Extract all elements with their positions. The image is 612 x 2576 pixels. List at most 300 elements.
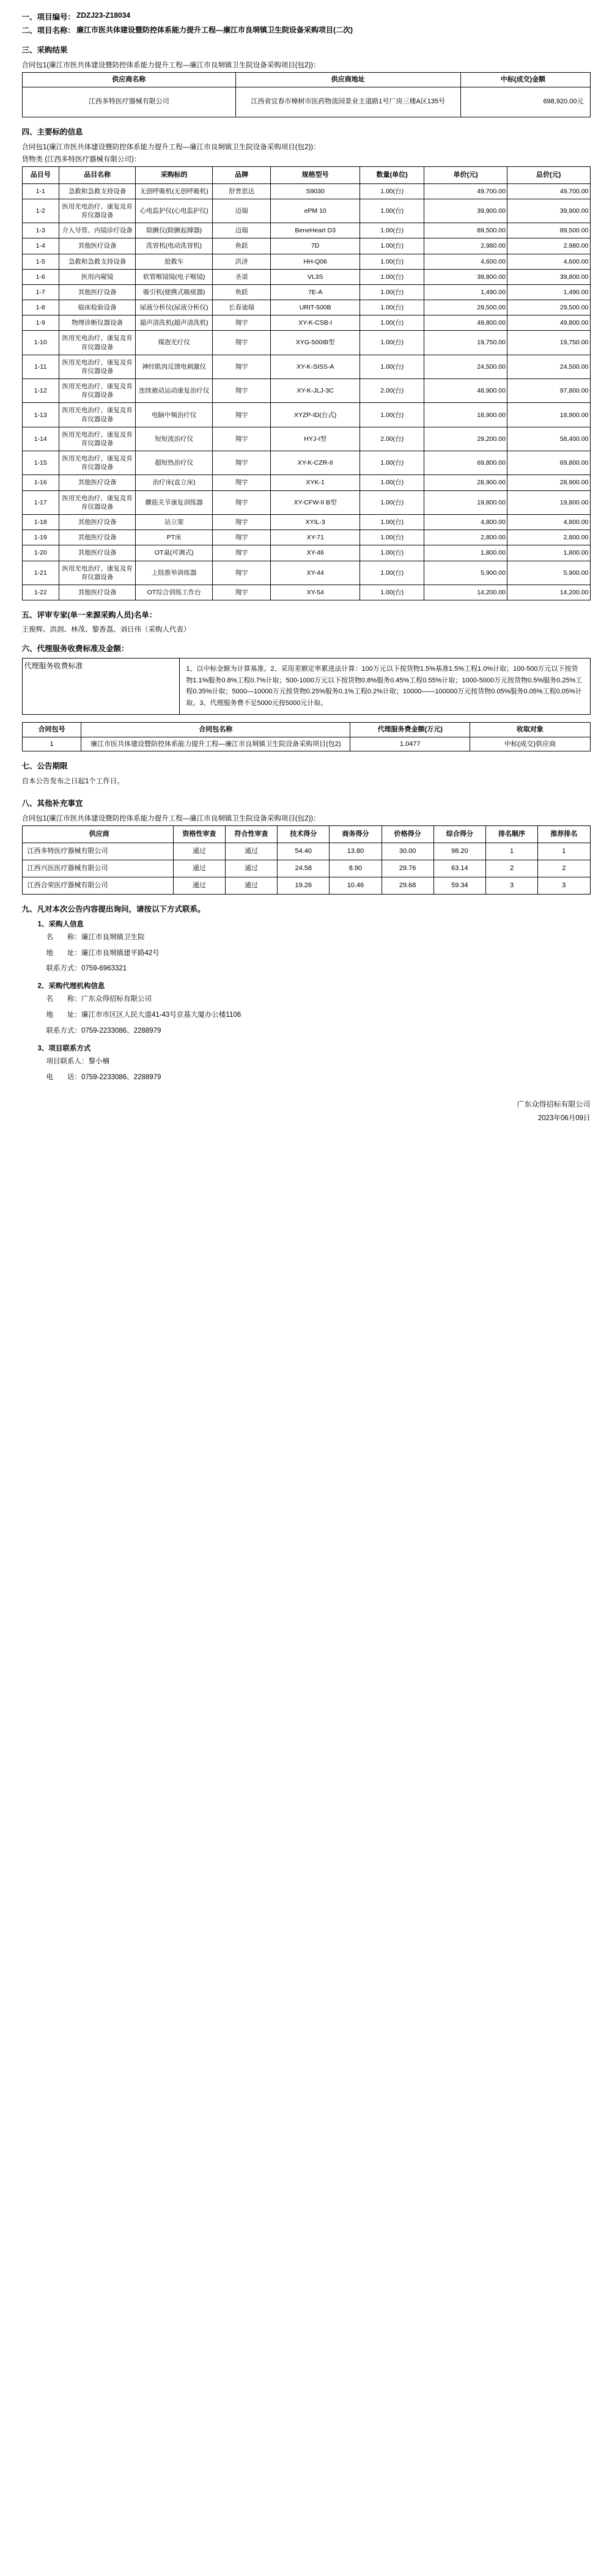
col-purchase-target: 采购标的 (136, 166, 213, 183)
cell-qty: 1.00(台) (359, 545, 424, 561)
cell-brand: 翔宇 (212, 545, 270, 561)
contact-purchaser-name: 名 称：廉江市良垌镇卫生院 (46, 933, 145, 941)
section-procurement-result-title: 三、采购结果 (21, 46, 68, 54)
project-number-label: 一、项目编号： (21, 13, 76, 21)
cell-price: 49,700.00 (424, 183, 507, 199)
cell-price: 89,500.00 (424, 223, 507, 238)
cell-brand: 迈瑞 (212, 223, 270, 238)
cell-qty: 1.00(台) (359, 490, 424, 514)
cell-model: XY-K-CZR-II (271, 451, 360, 475)
main-items-table (22, 166, 591, 600)
col-item-category: 品目名称 (59, 166, 136, 183)
cell-price: 4,800.00 (424, 514, 507, 530)
cell-item-no: 1-17 (22, 490, 59, 514)
cell-total: 1,800.00 (507, 545, 590, 561)
cell-category: 其他医疗设备 (59, 585, 136, 600)
cell-recommend-rank: 1 (538, 843, 590, 860)
col-total-score: 综合得分 (433, 826, 485, 843)
supplier-address-cell: 江西省宜春市樟树市医药物流园景业主道路1号厂房三楼A区135号 (235, 87, 460, 117)
cell-model: HH-Q06 (271, 254, 360, 269)
table-row (22, 87, 590, 117)
cell-price: 49,800.00 (424, 316, 507, 331)
cell-total: 58,400.00 (507, 427, 590, 451)
project-name-row (22, 24, 591, 35)
cell-price: 1,490.00 (424, 284, 507, 300)
col-model: 规格型号 (271, 166, 360, 183)
cell-total: 18,900.00 (507, 403, 590, 427)
cell-tech-score: 54.40 (278, 843, 330, 860)
package-line-items: 合同包1(廉江市医共体建设暨防控体系能力提升工程—廉江市良垌镇卫生院设备采购项目(包2))： (21, 143, 320, 151)
cell-brand: 舒普思达 (212, 183, 270, 199)
cell-target: 上肢推举训练器 (136, 561, 213, 585)
cell-qty: 1.00(台) (359, 223, 424, 238)
col-recommend-rank: 推荐排名 (538, 826, 590, 843)
cell-total: 49,700.00 (507, 183, 590, 199)
cell-target: 心电监护仪(心电监护仪) (136, 199, 213, 223)
cell-price: 39,900.00 (424, 199, 507, 223)
col-price-score: 价格得分 (382, 826, 433, 843)
package-line-other: 合同包1(廉江市医共体建设暨防控体系能力提升工程—廉江市良垌镇卫生院设备采购项目(包2))： (21, 815, 320, 823)
cell-category: 临床检验设备 (59, 300, 136, 316)
project-name-value: 廉江市医共体建设暨防控体系能力提升工程—廉江市良垌镇卫生院设备采购项目(二次) (76, 26, 353, 34)
cell-compliance: 通过 (225, 877, 277, 894)
section-contact-title: 九、凡对本次公告内容提出询问，请按以下方式联系。 (21, 904, 205, 913)
cell-total: 89,500.00 (507, 223, 590, 238)
table-row (22, 561, 590, 585)
cell-total-score: 63.14 (433, 860, 485, 877)
cell-price: 29,200.00 (424, 427, 507, 451)
cell-brand: 翔宇 (212, 403, 270, 427)
cell-category: 其他医疗设备 (59, 514, 136, 530)
cell-model: XY-K-SISS-A (271, 355, 360, 378)
col-package-name: 合同包名称 (81, 722, 350, 737)
cell-target: PT床 (136, 530, 213, 545)
contact-purchaser-address: 地 址：廉江市良垌镇建平路42号 (46, 949, 160, 957)
cell-total: 14,200.00 (507, 585, 590, 600)
table-row (22, 300, 590, 316)
announcement-period-value: 自本公告发布之日起1个工作日。 (21, 778, 124, 786)
agency-fee-text: 1、以中标金额为计算基准。2、采用差额定率累进法计算：100万元以下按货物1.5%基准1.5%工程1.0%计取；100-500万元以下按货物1.1%服务0.8%工程0.7%计取；500-1000万元以下按货物0.8%服务0.45%工程0.55%计取；1000-5000万元按货物0.5%服务0.25%工程0.35%计取；5000—10000万元按货物0.25%服务0.1%工程0.2%计取；10000——100000万元按货物0.05%服务0.05%工程0.05%计取。3、代理服务费不足5000元按5000元计取。 (180, 659, 590, 715)
cell-brand: 翔宇 (212, 331, 270, 355)
signature-date: 2023年06月09日 (537, 1115, 591, 1123)
contact-block-agency (22, 981, 591, 1038)
cell-brand: 洪济 (212, 254, 270, 269)
project-name-label: 二、项目名称： (21, 26, 76, 35)
section-main-items-title: 四、主要标的信息 (21, 127, 83, 136)
cell-total: 2,800.00 (507, 530, 590, 545)
cell-compliance: 通过 (225, 860, 277, 877)
cell-recommend-rank: 2 (538, 860, 590, 877)
table-row (22, 545, 590, 561)
project-number-value: ZDZJ23-Z18034 (76, 11, 131, 20)
cell-brand: 翔宇 (212, 475, 270, 490)
cell-brand: 翔宇 (212, 355, 270, 378)
cell-model: 7E-A (271, 284, 360, 300)
cell-supplier-name: 江西兴医医疗器械有限公司 (22, 860, 173, 877)
cell-item-no: 1-19 (22, 530, 59, 545)
col-total-price: 总价(元) (507, 166, 590, 183)
supplier-table-header-row (22, 73, 590, 87)
supplier-amount-cell: 698,920.00元 (460, 87, 590, 117)
cell-target: 髁筋关节康复训练器 (136, 490, 213, 514)
cell-price: 18,900.00 (424, 403, 507, 427)
cell-target: 神经肌肉反馈电刺激仪 (136, 355, 213, 378)
table-row (22, 284, 590, 300)
supplier-amount-header: 中标(成交)金额 (460, 73, 590, 87)
table-row (22, 659, 590, 715)
cell-total: 39,800.00 (507, 269, 590, 284)
supplier-name-header: 供应商名称 (22, 73, 235, 87)
contact-purchaser-phone: 联系方式：0759-6963321 (46, 965, 127, 973)
cell-rank-order: 1 (485, 843, 537, 860)
contact-project-person: 项目联系人：黎小楠 (46, 1057, 109, 1065)
cell-qty: 1.00(台) (359, 530, 424, 545)
cell-brand: 翔宇 (212, 530, 270, 545)
table-row (22, 585, 590, 600)
cell-qty: 1.00(台) (359, 475, 424, 490)
cell-category: 医用光电治疗、康复及育育仪器设备 (59, 331, 136, 355)
cell-price: 4,600.00 (424, 254, 507, 269)
cell-supplier-name: 江西合荣医疗器械有限公司 (22, 877, 173, 894)
evaluation-rank-table (22, 825, 591, 894)
table-row (22, 183, 590, 199)
cell-target: 抢救车 (136, 254, 213, 269)
supplier-address-header: 供应商地址 (235, 73, 460, 87)
cell-total: 4,800.00 (507, 514, 590, 530)
cell-biz-score: 13.80 (330, 843, 382, 860)
cell-item-no: 1-21 (22, 561, 59, 585)
cell-total: 4,600.00 (507, 254, 590, 269)
cell-brand: 翔宇 (212, 490, 270, 514)
cell-category: 急救和急救支持设备 (59, 183, 136, 199)
cell-model: ePM 10 (271, 199, 360, 223)
cell-brand: 圣诺 (212, 269, 270, 284)
cell-recommend-rank: 3 (538, 877, 590, 894)
cell-brand: 翔宇 (212, 427, 270, 451)
table-row (22, 427, 590, 451)
contact-project-title: 3、项目联系方式 (37, 1044, 91, 1052)
cell-item-no: 1-7 (22, 284, 59, 300)
col-fee-payer: 收取对象 (470, 722, 590, 737)
cell-target: 尿液分析仪(尿液分析仪) (136, 300, 213, 316)
cell-item-no: 1-2 (22, 199, 59, 223)
cell-total: 28,900.00 (507, 475, 590, 490)
cell-item-no: 1-16 (22, 475, 59, 490)
cell-qty: 1.00(台) (359, 403, 424, 427)
cell-item-no: 1-11 (22, 355, 59, 378)
document-page (0, 0, 612, 1123)
cell-price: 48,900.00 (424, 379, 507, 403)
cell-total: 29,500.00 (507, 300, 590, 316)
table-row (22, 403, 590, 427)
cell-model: XY-54 (271, 585, 360, 600)
table-row (22, 331, 590, 355)
cell-target: 连续被动运动康复治疗仪 (136, 379, 213, 403)
contact-block-project (22, 1043, 591, 1085)
col-brand: 品牌 (212, 166, 270, 183)
cell-target: 洗胃机(电动洗胃机) (136, 238, 213, 254)
table-row (22, 843, 590, 860)
cell-total: 19,750.00 (507, 331, 590, 355)
cell-tech-score: 24.58 (278, 860, 330, 877)
table-row (22, 475, 590, 490)
col-compliance-review: 符合性审查 (225, 826, 277, 843)
cell-brand: 翔宇 (212, 561, 270, 585)
goods-supplier-line: 货物类 (江西多特医疗器械有限公司)： (21, 155, 141, 163)
cell-model: BeneHeart D3 (271, 223, 360, 238)
cell-item-no: 1-13 (22, 403, 59, 427)
cell-category: 医用光电治疗、康复及育育仪器设备 (59, 451, 136, 475)
cell-total: 97,800.00 (507, 379, 590, 403)
col-item-no: 品目号 (22, 166, 59, 183)
cell-package-name: 廉江市医共体建设暨防控体系能力提升工程—廉江市良垌镇卫生院设备采购项目(包2) (81, 737, 350, 751)
cell-brand: 鱼跃 (212, 284, 270, 300)
cell-item-no: 1-6 (22, 269, 59, 284)
cell-target: 吸引机(便携式吸痰器) (136, 284, 213, 300)
cell-qty: 1.00(台) (359, 585, 424, 600)
table-row (22, 490, 590, 514)
cell-target: 治疗床(直立床) (136, 475, 213, 490)
cell-item-no: 1-20 (22, 545, 59, 561)
cell-item-no: 1-1 (22, 183, 59, 199)
cell-category: 其他医疗设备 (59, 545, 136, 561)
cell-category: 医用内窥镜 (59, 269, 136, 284)
main-table-header-row (22, 166, 590, 183)
table-row (22, 238, 590, 254)
cell-model: XY-CFW-II B型 (271, 490, 360, 514)
cell-price: 19,800.00 (424, 490, 507, 514)
cell-brand: 翔宇 (212, 379, 270, 403)
cell-total: 24,500.00 (507, 355, 590, 378)
cell-item-no: 1-14 (22, 427, 59, 451)
cell-total: 5,900.00 (507, 561, 590, 585)
table-row (22, 254, 590, 269)
experts-value: 王俊辉、洪润、林茂、黎香荔、刘日伟（采购人代表） (21, 626, 191, 634)
cell-model: 7D (271, 238, 360, 254)
cell-target: 除颤仪(除颤起搏器) (136, 223, 213, 238)
cell-category: 医用光电治疗、康复及育育仪器设备 (59, 199, 136, 223)
document-body (22, 0, 591, 1123)
cell-target: 软管喉镜镜(电子喉镜) (136, 269, 213, 284)
cell-brand: 长春迪瑞 (212, 300, 270, 316)
cell-item-no: 1-3 (22, 223, 59, 238)
cell-price: 69,800.00 (424, 451, 507, 475)
cell-model: XYK-1 (271, 475, 360, 490)
agency-fee-amount-table (22, 722, 591, 752)
supplier-name-cell: 江西多特医疗器械有限公司 (22, 87, 235, 117)
cell-model: XYZP-ID(台式) (271, 403, 360, 427)
table-row (22, 860, 590, 877)
cell-price-score: 30.00 (382, 843, 433, 860)
cell-price: 1,800.00 (424, 545, 507, 561)
cell-price-score: 29.76 (382, 860, 433, 877)
table-row (22, 355, 590, 378)
cell-total: 69,800.00 (507, 451, 590, 475)
cell-brand: 翔宇 (212, 514, 270, 530)
contact-agency-address: 地 址：廉江市市区区人民大道41-43号京基大厦办公楼1106 (46, 1011, 241, 1019)
cell-qualification: 通过 (173, 877, 225, 894)
cell-rank-order: 2 (485, 860, 537, 877)
cell-brand: 鱼跃 (212, 238, 270, 254)
cell-category: 医用光电治疗、康复及育育仪器设备 (59, 490, 136, 514)
cell-price: 29,500.00 (424, 300, 507, 316)
table-row (22, 223, 590, 238)
main-table-body (22, 183, 590, 600)
cell-target: 煤泡光疗仪 (136, 331, 213, 355)
cell-category: 急救和急救支持设备 (59, 254, 136, 269)
table-row (22, 199, 590, 223)
cell-category: 医用光电治疗、康复及育育仪器设备 (59, 355, 136, 378)
cell-total: 2,980.00 (507, 238, 590, 254)
cell-category: 医用光电治疗、康复及育育仪器设备 (59, 561, 136, 585)
table-row (22, 269, 590, 284)
cell-price: 5,900.00 (424, 561, 507, 585)
cell-price: 2,980.00 (424, 238, 507, 254)
col-unit-price: 单价(元) (424, 166, 507, 183)
cell-target: OT桌(可调式) (136, 545, 213, 561)
cell-target: OT综合训练工作台 (136, 585, 213, 600)
cell-qualification: 通过 (173, 860, 225, 877)
cell-brand: 翔宇 (212, 451, 270, 475)
agency-fee-label: 代理服务收费标准 (22, 659, 180, 715)
cell-category: 其他医疗设备 (59, 238, 136, 254)
col-rank-order: 排名顺序 (485, 826, 537, 843)
cell-total-score: 98.20 (433, 843, 485, 860)
section-experts-title: 五、评审专家(单一来源采购人员)名单： (21, 611, 157, 620)
col-fee-amount: 代理服务费金额(万元) (350, 722, 470, 737)
cell-qty: 1.00(台) (359, 300, 424, 316)
cell-package-no: 1 (22, 737, 81, 751)
cell-qty: 1.00(台) (359, 316, 424, 331)
cell-target: 超声清洗机(超声清洗机) (136, 316, 213, 331)
cell-qty: 1.00(台) (359, 284, 424, 300)
cell-model: XY-K-JLJ-3C (271, 379, 360, 403)
cell-item-no: 1-9 (22, 316, 59, 331)
col-quantity: 数量(单位) (359, 166, 424, 183)
cell-qty: 1.00(台) (359, 199, 424, 223)
cell-total: 39,900.00 (507, 199, 590, 223)
cell-qty: 1.00(台) (359, 331, 424, 355)
col-package-no: 合同包号 (22, 722, 81, 737)
cell-model: URIT-500B (271, 300, 360, 316)
table-row (22, 451, 590, 475)
cell-biz-score: 10.46 (330, 877, 382, 894)
cell-qty: 1.00(台) (359, 254, 424, 269)
table-row (22, 826, 590, 843)
contact-project-phone: 电 话：0759-2233086、2288979 (46, 1073, 161, 1081)
cell-qty: 1.00(台) (359, 355, 424, 378)
cell-qty: 2.00(台) (359, 379, 424, 403)
cell-model: XY-44 (271, 561, 360, 585)
cell-price-score: 29.68 (382, 877, 433, 894)
cell-brand: 翔宇 (212, 316, 270, 331)
cell-price: 39,800.00 (424, 269, 507, 284)
table-row (22, 722, 590, 737)
cell-target: 无创呼吸机(无创呼吸机) (136, 183, 213, 199)
cell-supplier-name: 江西多特医疗器械有限公司 (22, 843, 173, 860)
cell-fee-payer: 中标(成交)供应商 (470, 737, 590, 751)
cell-category: 介入导管、内镜诊疗设备 (59, 223, 136, 238)
cell-tech-score: 19.26 (278, 877, 330, 894)
cell-total: 19,800.00 (507, 490, 590, 514)
col-qualification-review: 资格性审查 (173, 826, 225, 843)
cell-item-no: 1-4 (22, 238, 59, 254)
cell-biz-score: 8.90 (330, 860, 382, 877)
cell-category: 医用光电治疗、康复及育育仪器设备 (59, 379, 136, 403)
project-number-row (22, 11, 591, 22)
supplier-result-table (22, 72, 591, 117)
cell-item-no: 1-12 (22, 379, 59, 403)
cell-model: XY-46 (271, 545, 360, 561)
section-announcement-period-title: 七、公告期限 (21, 762, 68, 771)
cell-rank-order: 3 (485, 877, 537, 894)
table-row (22, 379, 590, 403)
col-business-score: 商务得分 (330, 826, 382, 843)
contact-agency-phone: 联系方式：0759-2233086、2288979 (46, 1027, 161, 1035)
cell-model: XYIL-3 (271, 514, 360, 530)
cell-total-score: 59.34 (433, 877, 485, 894)
cell-model: XYG-500IB型 (271, 331, 360, 355)
cell-item-no: 1-8 (22, 300, 59, 316)
section-other-matters-title: 八、其他补充事宜 (21, 799, 83, 808)
table-row (22, 316, 590, 331)
cell-model: XY-K-CSB-I (271, 316, 360, 331)
cell-qty: 1.00(台) (359, 269, 424, 284)
cell-category: 其他医疗设备 (59, 284, 136, 300)
contact-purchaser-title: 1、采购人信息 (37, 920, 84, 928)
signature-organization: 广东众得招标有限公司 (517, 1100, 591, 1109)
col-supplier: 供应商 (22, 826, 173, 843)
cell-target: 站立架 (136, 514, 213, 530)
contact-agency-name: 名 称：广东众得招标有限公司 (46, 995, 152, 1003)
cell-category: 其他医疗设备 (59, 530, 136, 545)
cell-category: 物理诊断仪器设备 (59, 316, 136, 331)
cell-category: 其他医疗设备 (59, 475, 136, 490)
col-technical-score: 技术得分 (278, 826, 330, 843)
cell-model: S9030 (271, 183, 360, 199)
table-row (22, 530, 590, 545)
agency-fee-standard-table (22, 658, 591, 715)
cell-total: 1,490.00 (507, 284, 590, 300)
contact-block-purchaser (22, 919, 591, 976)
cell-total: 49,800.00 (507, 316, 590, 331)
cell-qty: 1.00(台) (359, 514, 424, 530)
contact-agency-title: 2、采购代理机构信息 (37, 983, 105, 991)
cell-target: 超短热治疗仪 (136, 451, 213, 475)
cell-qty: 2.00(台) (359, 427, 424, 451)
cell-item-no: 1-10 (22, 331, 59, 355)
table-row (22, 514, 590, 530)
cell-model: XY-71 (271, 530, 360, 545)
table-row (22, 877, 590, 894)
cell-qty: 1.00(台) (359, 451, 424, 475)
cell-price: 28,900.00 (424, 475, 507, 490)
cell-target: 电脑中频治疗仪 (136, 403, 213, 427)
cell-price: 24,500.00 (424, 355, 507, 378)
cell-brand: 迈瑞 (212, 199, 270, 223)
cell-target: 短短波治疗仪 (136, 427, 213, 451)
package-line-result: 合同包1(廉江市医共体建设暨防控体系能力提升工程—廉江市良垌镇卫生院设备采购项目(包2))： (21, 62, 320, 69)
cell-item-no: 1-22 (22, 585, 59, 600)
cell-category: 医用光电治疗、康复及育育仪器设备 (59, 403, 136, 427)
cell-brand: 翔宇 (212, 585, 270, 600)
section-agency-fee-title: 六、代理服务收费标准及金额： (21, 644, 129, 654)
cell-model: VL3S (271, 269, 360, 284)
cell-model: HYJ-I型 (271, 427, 360, 451)
cell-fee-amount: 1.0477 (350, 737, 470, 751)
cell-price: 19,750.00 (424, 331, 507, 355)
cell-qty: 1.00(台) (359, 561, 424, 585)
